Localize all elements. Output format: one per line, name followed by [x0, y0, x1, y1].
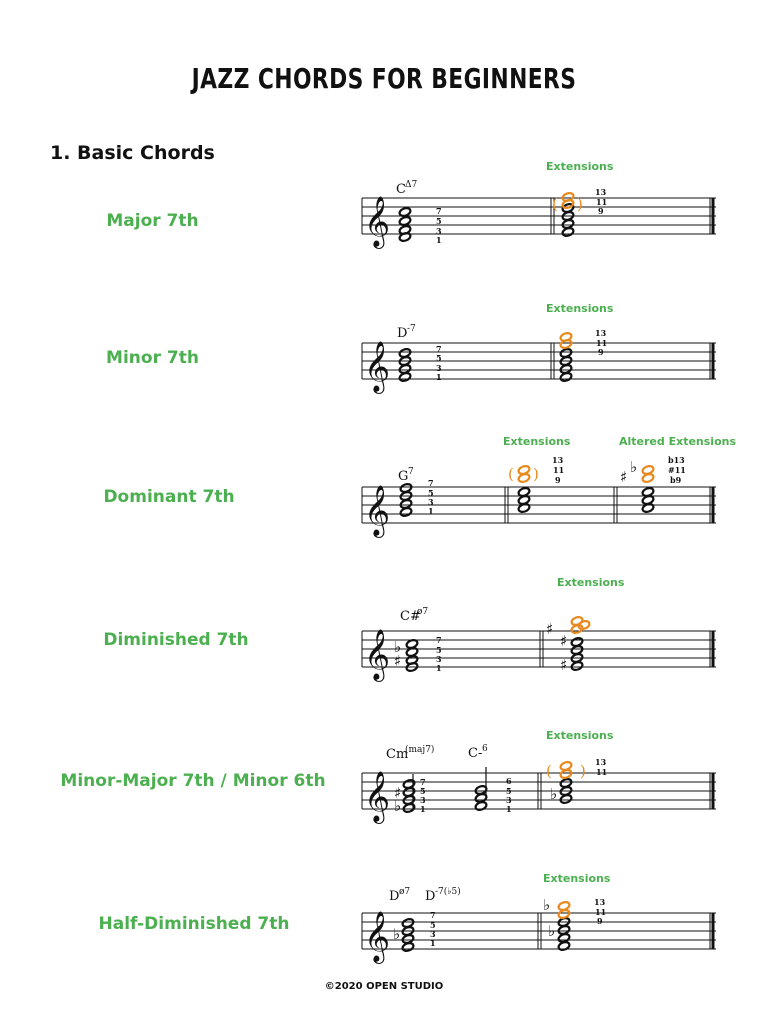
chord-label-dominant7: Dominant 7th: [103, 487, 235, 507]
extension-notes: [571, 616, 591, 635]
degree-label: 3: [436, 226, 442, 236]
degree-label: 1: [506, 804, 512, 814]
degree-label: 3: [420, 795, 426, 805]
degree-label: 1: [430, 938, 436, 948]
altered-extensions-heading: Altered Extensions: [619, 435, 737, 448]
staff-half-diminished7: [362, 872, 716, 964]
flat-icon: ♭: [394, 797, 402, 815]
degree-label: 5: [420, 786, 426, 796]
degree-label: 5: [430, 920, 436, 930]
extension-degree: 13: [595, 328, 607, 338]
degree-label: 3: [430, 929, 436, 939]
treble-clef-icon: 𝄞: [364, 911, 391, 962]
degree-label: 1: [428, 506, 434, 516]
extension-notes: [558, 901, 571, 920]
chord-symbol-sup: ø7: [417, 607, 429, 617]
degree-label: 7: [430, 910, 436, 920]
extension-notes: [552, 192, 583, 213]
extension-degree: 13: [552, 455, 564, 465]
svg-text:): ): [577, 195, 583, 213]
treble-clef-icon: 𝄞: [364, 196, 391, 247]
flat-icon: ♭: [548, 922, 556, 940]
degree-label: 3: [436, 363, 442, 373]
flat-icon: ♭: [630, 458, 638, 476]
extension-degree: 9: [597, 916, 603, 926]
svg-text:): ): [533, 465, 539, 483]
chord-label-major7: Major 7th: [106, 211, 199, 231]
chord-symbol-sup: (maj7): [405, 745, 435, 755]
degree-label: 1: [436, 372, 442, 382]
sharp-icon: ♯: [546, 620, 554, 638]
chord-symbol-sup: Δ7: [405, 180, 418, 190]
chord-notes: [399, 203, 575, 243]
staff-major7: [362, 160, 716, 249]
staff-dominant7: [362, 435, 736, 538]
extensions-heading: Extensions: [546, 160, 614, 173]
chord-symbol-sup: 7: [408, 467, 414, 477]
degree-label: 1: [436, 235, 442, 245]
chord-symbol-2-sup: 6: [482, 744, 488, 754]
staff-minor7: [362, 302, 716, 394]
extensions-heading: Extensions: [546, 302, 614, 315]
extension-degree: 11: [553, 465, 565, 475]
degree-label: 5: [436, 645, 442, 655]
degree-label: 3: [436, 654, 442, 664]
svg-text:(: (: [552, 195, 558, 213]
degree-label: 7: [436, 344, 442, 354]
chord-symbol-sup: ø7: [399, 887, 411, 897]
extension-notes: [546, 761, 586, 780]
degree-label: 5: [436, 216, 442, 226]
extension-degree: 13: [595, 187, 607, 197]
chord-label-minor-major7: Minor-Major 7th / Minor 6th: [60, 771, 326, 791]
sharp-icon: ♯: [560, 632, 568, 650]
degree-label: 7: [436, 206, 442, 216]
chord-symbol: C: [396, 182, 406, 197]
extension-degree: 9: [598, 206, 604, 216]
extension-degree: 11: [596, 197, 608, 207]
degree-label: 6: [506, 776, 512, 786]
extensions-heading: Extensions: [503, 435, 571, 448]
chord-symbol: C#: [400, 609, 421, 624]
extension-degree: 9: [598, 347, 604, 357]
sharp-icon: ♯: [394, 784, 402, 802]
staff-diminished7: [362, 576, 716, 682]
chord-notes: [403, 778, 573, 814]
degree-label: 1: [436, 663, 442, 673]
degree-label: 7: [428, 478, 434, 488]
chord-label-diminished7: Diminished 7th: [103, 630, 249, 650]
flat-icon: ♭: [393, 925, 401, 943]
treble-clef-icon: 𝄞: [364, 485, 391, 536]
chord-symbol: D: [389, 889, 400, 904]
treble-clef-icon: 𝄞: [364, 341, 391, 392]
chord-label-half-diminished7: Half-Diminished 7th: [98, 914, 290, 934]
svg-text:(: (: [546, 762, 552, 780]
degree-label: 5: [428, 488, 434, 498]
staff-minor-major7: [362, 729, 716, 824]
extension-degree: 11: [595, 907, 607, 917]
extension-degree: 11: [596, 767, 608, 777]
degree-label: 7: [420, 777, 426, 787]
extensions-heading: Extensions: [557, 576, 625, 589]
degree-label: 5: [436, 353, 442, 363]
chord-symbol-2: C-: [468, 746, 483, 761]
flat-icon: ♭: [543, 896, 551, 914]
degree-label: 3: [428, 497, 434, 507]
degree-label: 5: [506, 786, 512, 796]
extension-degree: 13: [594, 897, 606, 907]
sharp-icon: ♯: [394, 652, 402, 670]
extensions-heading: Extensions: [543, 872, 611, 885]
degree-label: 3: [506, 795, 512, 805]
chord-symbol-2: D: [425, 889, 436, 904]
chord-notes: [399, 348, 573, 383]
svg-text:): ): [580, 762, 586, 780]
extensions-heading: Extensions: [546, 729, 614, 742]
chord-symbol-2-sup: -7(♭5): [435, 887, 461, 897]
svg-text:(: (: [508, 465, 514, 483]
page-title: JAZZ CHORDS FOR BEGINNERS: [191, 62, 577, 95]
altered-degree: b13: [668, 455, 685, 465]
chord-symbol: D: [397, 326, 408, 341]
extension-degree: 9: [555, 475, 561, 485]
chord-symbol: Cm: [386, 747, 409, 762]
chord-symbol-sup: -7: [407, 324, 416, 334]
extension-degree: 11: [596, 338, 608, 348]
chord-symbol: G: [398, 469, 409, 484]
flat-icon: ♭: [394, 638, 402, 656]
degree-label: 1: [420, 804, 426, 814]
footer-copyright: ©2020 OPEN STUDIO: [324, 981, 444, 992]
altered-degree: #11: [668, 465, 686, 475]
section-heading: 1. Basic Chords: [50, 142, 215, 164]
sharp-icon: ♯: [560, 656, 568, 674]
treble-clef-icon: 𝄞: [364, 629, 391, 680]
degree-label: 7: [436, 635, 442, 645]
extension-notes: [560, 332, 573, 350]
treble-clef-icon: 𝄞: [364, 771, 391, 822]
flat-icon: ♭: [550, 785, 558, 803]
chord-label-minor7: Minor 7th: [106, 348, 199, 368]
sharp-icon: ♯: [620, 468, 628, 486]
altered-degree: b9: [670, 475, 682, 485]
extension-degree: 13: [595, 757, 607, 767]
chord-notes: [400, 483, 655, 518]
